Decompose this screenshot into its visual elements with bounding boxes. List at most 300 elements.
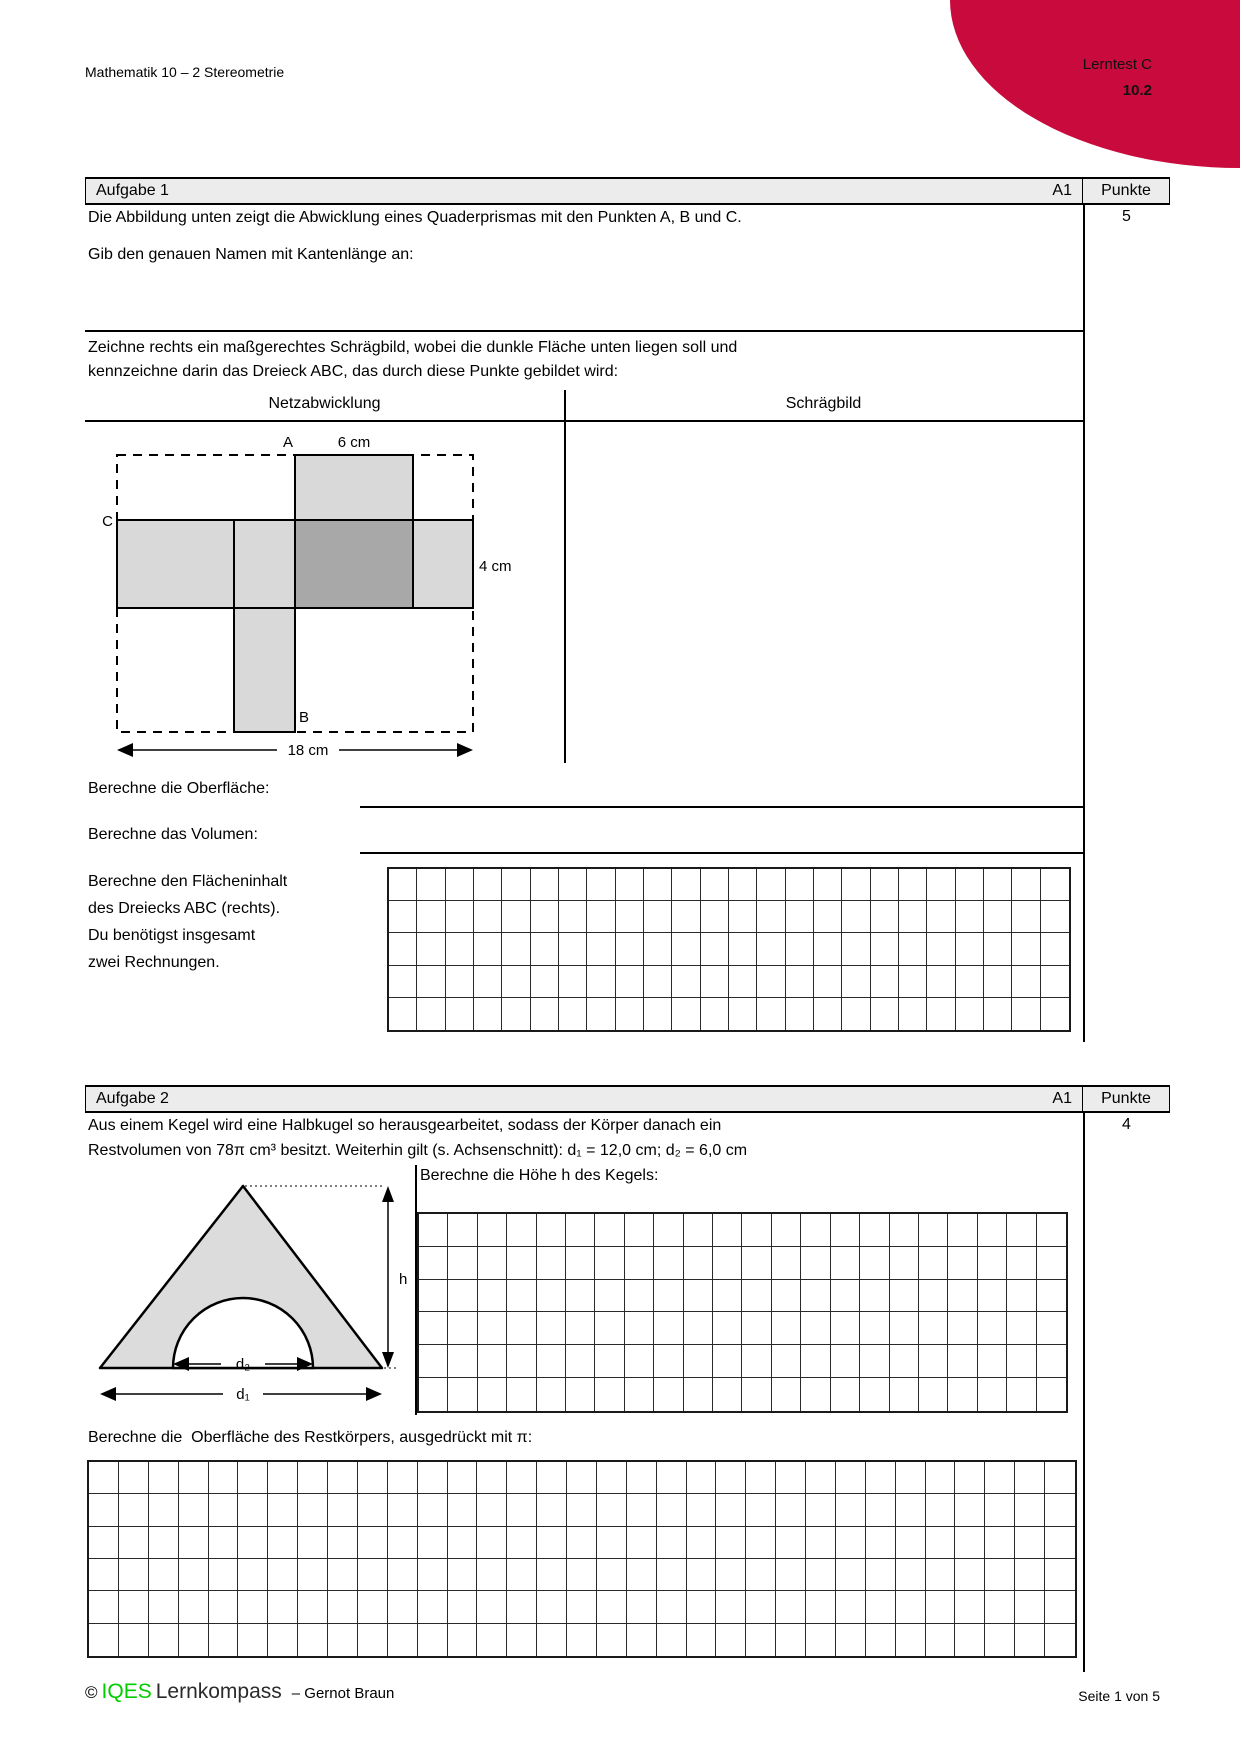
grid-cell xyxy=(478,1345,507,1378)
course-title: Mathematik 10 – 2 Stereometrie xyxy=(85,64,285,80)
grid-cell xyxy=(927,998,955,1030)
grid-cell xyxy=(119,1462,149,1494)
grid-cell xyxy=(597,1462,627,1494)
grid-cell xyxy=(831,1378,860,1411)
grid-cell xyxy=(448,1378,477,1411)
task1-points-label: Punkte xyxy=(1101,182,1151,199)
grid-cell xyxy=(746,1527,776,1559)
grid-cell xyxy=(328,1624,358,1656)
grid-cell xyxy=(567,1624,597,1656)
grid-cell xyxy=(268,1494,298,1526)
grid-cell xyxy=(448,1312,477,1345)
grid-cell xyxy=(776,1591,806,1623)
grid-cell xyxy=(388,1462,418,1494)
grid-cell xyxy=(860,1378,889,1411)
grid-cell xyxy=(388,1624,418,1656)
grid-cell xyxy=(119,1527,149,1559)
grid-cell xyxy=(537,1494,567,1526)
grid-cell xyxy=(985,1559,1015,1591)
badge-class-label: 10.2 xyxy=(1122,82,1152,99)
grid-cell xyxy=(871,966,899,998)
grid-cell xyxy=(644,901,672,933)
grid-cell xyxy=(978,1345,1007,1378)
grid-cell xyxy=(419,1214,448,1247)
grid-cell xyxy=(948,1312,977,1345)
grid-cell xyxy=(448,1280,477,1313)
grid-cell xyxy=(729,966,757,998)
grid-cell xyxy=(446,901,474,933)
task1-title: Aufgabe 1 xyxy=(96,182,169,199)
task1-draw-line2: kennzeichne darin das Dreieck ABC, das durch diese Punkte gebildet wird: xyxy=(88,363,619,380)
grid-cell xyxy=(684,1280,713,1313)
grid-cell xyxy=(831,1345,860,1378)
grid-cell xyxy=(417,933,445,965)
grid-cell xyxy=(625,1214,654,1247)
grid-cell xyxy=(1015,1494,1045,1526)
brand-lernkompass: Lernkompass xyxy=(155,1680,282,1703)
grid-cell xyxy=(567,1462,597,1494)
grid-cell xyxy=(919,1345,948,1378)
grid-cell xyxy=(268,1527,298,1559)
grid-cell xyxy=(701,998,729,1030)
task2-intro-line1: Aus einem Kegel wird eine Halbkugel so herausgearbeitet, sodass der Körper danach ein xyxy=(88,1117,722,1134)
grid-cell xyxy=(701,901,729,933)
task2-header-main-cell xyxy=(85,1087,1083,1111)
grid-cell xyxy=(567,1559,597,1591)
grid-cell xyxy=(446,869,474,901)
grid-cell xyxy=(684,1214,713,1247)
grid-cell xyxy=(890,1345,919,1378)
grid-cell xyxy=(842,966,870,998)
grid-cell xyxy=(298,1559,328,1591)
grid-cell xyxy=(627,1591,657,1623)
grid-cell xyxy=(654,1214,683,1247)
grid-cell xyxy=(948,1378,977,1411)
grid-cell xyxy=(1012,933,1040,965)
grid-cell xyxy=(448,1247,477,1280)
net-dark-face xyxy=(295,520,413,608)
grid-cell xyxy=(566,1280,595,1313)
grid-cell xyxy=(831,1280,860,1313)
task1-intro-line1: Die Abbildung unten zeigt die Abwicklung eines Quaderprismas mit den Punkten A, B und C. xyxy=(88,209,742,226)
net-top-face xyxy=(295,455,413,520)
grid-cell xyxy=(926,1494,956,1526)
grid-cell xyxy=(389,966,417,998)
grid-cell xyxy=(896,1624,926,1656)
grid-cell xyxy=(418,1527,448,1559)
task1-header-row xyxy=(85,177,1170,205)
grid-cell xyxy=(1007,1247,1036,1280)
grid-cell xyxy=(268,1462,298,1494)
grid-cell xyxy=(616,933,644,965)
grid-cell xyxy=(567,1591,597,1623)
grid-cell xyxy=(955,1624,985,1656)
grid-cell xyxy=(1012,966,1040,998)
grid-cell xyxy=(956,933,984,965)
grid-cell xyxy=(238,1494,268,1526)
task1-surface-prompt: Berechne die Oberfläche: xyxy=(88,780,270,797)
grid-cell xyxy=(388,1494,418,1526)
grid-cell xyxy=(238,1559,268,1591)
cone-figure xyxy=(85,1172,420,1407)
grid-cell xyxy=(1041,869,1069,901)
grid-cell xyxy=(507,1559,537,1591)
grid-cell xyxy=(418,1494,448,1526)
grid-cell xyxy=(268,1624,298,1656)
grid-cell xyxy=(842,901,870,933)
grid-cell xyxy=(716,1624,746,1656)
grid-cell xyxy=(358,1559,388,1591)
grid-cell xyxy=(772,1280,801,1313)
grid-cell xyxy=(149,1624,179,1656)
task1-code: A1 xyxy=(1052,182,1072,199)
grid-cell xyxy=(836,1559,866,1591)
grid-cell xyxy=(919,1214,948,1247)
grid-cell xyxy=(89,1559,119,1591)
grid-cell xyxy=(716,1462,746,1494)
grid-cell xyxy=(654,1345,683,1378)
grid-cell xyxy=(474,869,502,901)
grid-cell xyxy=(978,1214,1007,1247)
grid-cell xyxy=(474,933,502,965)
net-point-c-label: C xyxy=(102,513,113,530)
grid-cell xyxy=(417,869,445,901)
grid-cell xyxy=(1015,1527,1045,1559)
grid-cell xyxy=(179,1624,209,1656)
grid-cell xyxy=(474,998,502,1030)
grid-cell xyxy=(985,1527,1015,1559)
grid-cell xyxy=(328,1462,358,1494)
badge-test-label: Lerntest C xyxy=(1082,56,1152,73)
grid-cell xyxy=(871,998,899,1030)
grid-cell xyxy=(448,1624,478,1656)
grid-cell xyxy=(806,1624,836,1656)
d1-arrow-left xyxy=(100,1387,116,1401)
grid-cell xyxy=(644,998,672,1030)
grid-cell xyxy=(179,1527,209,1559)
grid-cell xyxy=(866,1462,896,1494)
grid-cell xyxy=(1012,901,1040,933)
grid-cell xyxy=(644,933,672,965)
grid-cell xyxy=(772,1214,801,1247)
grid-cell xyxy=(502,901,530,933)
grid-cell xyxy=(687,1462,717,1494)
grid-cell xyxy=(417,998,445,1030)
grid-cell xyxy=(627,1559,657,1591)
grid-cell xyxy=(477,1591,507,1623)
grid-cell xyxy=(209,1527,239,1559)
grid-cell xyxy=(1037,1280,1066,1313)
grid-cell xyxy=(595,1378,624,1411)
grid-cell xyxy=(478,1280,507,1313)
grid-cell xyxy=(625,1378,654,1411)
grid-cell xyxy=(446,933,474,965)
grid-cell xyxy=(657,1462,687,1494)
grid-cell xyxy=(502,933,530,965)
grid-cell xyxy=(684,1247,713,1280)
net-dim-18cm-label: 18 cm xyxy=(287,742,329,759)
task2-points-label: Punkte xyxy=(1101,1090,1151,1107)
grid-cell xyxy=(119,1591,149,1623)
grid-cell xyxy=(419,1247,448,1280)
grid-cell xyxy=(729,869,757,901)
grid-cell xyxy=(729,901,757,933)
grid-cell xyxy=(627,1527,657,1559)
grid-cell xyxy=(746,1559,776,1591)
grid-cell xyxy=(537,1527,567,1559)
task1-header-main-cell xyxy=(85,179,1083,203)
grid-cell xyxy=(358,1462,388,1494)
grid-cell xyxy=(860,1247,889,1280)
grid-cell xyxy=(814,998,842,1030)
grid-cell xyxy=(654,1280,683,1313)
grid-cell xyxy=(776,1527,806,1559)
net-dim-arrow-left xyxy=(117,743,133,757)
grid-cell xyxy=(927,901,955,933)
grid-cell xyxy=(742,1280,771,1313)
grid-cell xyxy=(742,1345,771,1378)
grid-cell xyxy=(866,1559,896,1591)
grid-cell xyxy=(984,933,1012,965)
grid-cell xyxy=(587,901,615,933)
grid-cell xyxy=(358,1591,388,1623)
grid-cell xyxy=(119,1624,149,1656)
grid-cell xyxy=(831,1312,860,1345)
grid-cell xyxy=(899,998,927,1030)
task2-code: A1 xyxy=(1052,1090,1072,1107)
net-point-b-label: B xyxy=(299,709,310,726)
grid-cell xyxy=(1037,1247,1066,1280)
grid-cell xyxy=(389,901,417,933)
grid-cell xyxy=(890,1214,919,1247)
grid-cell xyxy=(801,1214,830,1247)
grid-cell xyxy=(358,1494,388,1526)
grid-cell xyxy=(801,1247,830,1280)
grid-cell xyxy=(948,1280,977,1313)
corner-badge xyxy=(950,0,1240,168)
grid-cell xyxy=(417,966,445,998)
grid-cell xyxy=(1007,1280,1036,1313)
grid-cell xyxy=(927,966,955,998)
grid-cell xyxy=(984,966,1012,998)
grid-cell xyxy=(657,1559,687,1591)
grid-cell xyxy=(814,869,842,901)
grid-cell xyxy=(985,1462,1015,1494)
grid-cell xyxy=(926,1527,956,1559)
grid-cell xyxy=(507,1280,536,1313)
grid-cell xyxy=(890,1312,919,1345)
grid-cell xyxy=(866,1591,896,1623)
d2-label: d₂ xyxy=(235,1356,251,1373)
grid-cell xyxy=(238,1462,268,1494)
task2-intro-line2: Restvolumen von 78π cm³ besitzt. Weiterhin gilt (s. Achsenschnitt): d₁ = 12,0 cm; d₂ = 6,0 cm xyxy=(88,1142,748,1159)
grid-cell xyxy=(625,1280,654,1313)
grid-cell xyxy=(477,1494,507,1526)
grid-cell xyxy=(672,998,700,1030)
grid-cell xyxy=(919,1247,948,1280)
grid-cell xyxy=(298,1527,328,1559)
grid-cell xyxy=(896,1462,926,1494)
grid-cell xyxy=(502,869,530,901)
grid-cell xyxy=(358,1527,388,1559)
grid-cell xyxy=(1037,1312,1066,1345)
grid-cell xyxy=(268,1559,298,1591)
grid-cell xyxy=(358,1624,388,1656)
grid-cell xyxy=(786,869,814,901)
grid-cell xyxy=(729,998,757,1030)
grid-cell xyxy=(567,1527,597,1559)
grid-cell xyxy=(860,1280,889,1313)
grid-cell xyxy=(419,1280,448,1313)
task2-height-prompt: Berechne die Höhe h des Kegels: xyxy=(420,1167,659,1184)
grid-cell xyxy=(507,1378,536,1411)
grid-cell xyxy=(268,1591,298,1623)
task1-draw-line1: Zeichne rechts ein maßgerechtes Schrägbild, wobei die dunkle Fläche unten liegen soll und xyxy=(88,339,738,356)
grid-cell xyxy=(566,1312,595,1345)
grid-cell xyxy=(786,998,814,1030)
grid-cell xyxy=(657,1591,687,1623)
grid-cell xyxy=(713,1247,742,1280)
grid-cell xyxy=(956,869,984,901)
grid-cell xyxy=(806,1527,836,1559)
grid-cell xyxy=(654,1312,683,1345)
grid-cell xyxy=(836,1462,866,1494)
grid-cell xyxy=(672,901,700,933)
task1-triangle-prompt-line4: zwei Rechnungen. xyxy=(88,954,220,971)
net-dim-6cm-label: 6 cm xyxy=(337,434,371,451)
task2-points-header-cell xyxy=(1083,1087,1170,1111)
grid-cell xyxy=(507,1527,537,1559)
grid-cell xyxy=(687,1494,717,1526)
grid-cell xyxy=(687,1527,717,1559)
grid-cell xyxy=(448,1345,477,1378)
grid-cell xyxy=(955,1527,985,1559)
grid-cell xyxy=(507,1624,537,1656)
net-point-a-label: A xyxy=(282,434,293,451)
grid-cell xyxy=(587,869,615,901)
grid-cell xyxy=(419,1378,448,1411)
grid-cell xyxy=(209,1591,239,1623)
grid-cell xyxy=(298,1462,328,1494)
grid-cell xyxy=(806,1559,836,1591)
grid-cell xyxy=(687,1559,717,1591)
grid-cell xyxy=(776,1494,806,1526)
grid-cell xyxy=(531,998,559,1030)
column-header-net: Netzabwicklung xyxy=(268,395,381,412)
grid-cell xyxy=(625,1312,654,1345)
grid-cell xyxy=(1012,869,1040,901)
grid-cell xyxy=(507,1312,536,1345)
grid-cell xyxy=(836,1591,866,1623)
grid-cell xyxy=(448,1591,478,1623)
grid-cell xyxy=(919,1280,948,1313)
footer-author: – Gernot Braun xyxy=(291,1685,395,1702)
grid-cell xyxy=(597,1591,627,1623)
grid-cell xyxy=(448,1462,478,1494)
task2-title: Aufgabe 2 xyxy=(96,1090,169,1107)
net-bottom-face xyxy=(234,608,295,732)
grid-cell xyxy=(477,1527,507,1559)
grid-cell xyxy=(890,1247,919,1280)
grid-cell xyxy=(919,1378,948,1411)
grid-cell xyxy=(701,933,729,965)
grid-cell xyxy=(978,1378,1007,1411)
grid-cell xyxy=(238,1527,268,1559)
grid-cell xyxy=(89,1494,119,1526)
grid-cell xyxy=(1015,1462,1045,1494)
grid-cell xyxy=(477,1624,507,1656)
grid-cell xyxy=(985,1591,1015,1623)
grid-cell xyxy=(984,998,1012,1030)
grid-cell xyxy=(566,1345,595,1378)
grid-cell xyxy=(537,1559,567,1591)
grid-cell xyxy=(716,1591,746,1623)
grid-cell xyxy=(328,1527,358,1559)
d1-arrow-right xyxy=(366,1387,382,1401)
grid-cell xyxy=(418,1559,448,1591)
grid-cell xyxy=(701,966,729,998)
task1-points-column-divider xyxy=(1083,205,1085,1042)
grid-cell xyxy=(478,1378,507,1411)
task2-surface-answer-grid xyxy=(87,1460,1077,1658)
grid-cell xyxy=(537,1280,566,1313)
grid-cell xyxy=(389,998,417,1030)
footer xyxy=(85,1680,394,1704)
grid-cell xyxy=(616,966,644,998)
grid-cell xyxy=(597,1559,627,1591)
grid-cell xyxy=(919,1312,948,1345)
grid-cell xyxy=(587,966,615,998)
grid-cell xyxy=(627,1462,657,1494)
grid-cell xyxy=(419,1345,448,1378)
grid-cell xyxy=(149,1462,179,1494)
grid-cell xyxy=(978,1312,1007,1345)
grid-cell xyxy=(446,966,474,998)
grid-cell xyxy=(567,1494,597,1526)
grid-cell xyxy=(1015,1559,1045,1591)
task2-surface-prompt: Berechne die Oberfläche des Restkörpers, ausgedrückt mit π: xyxy=(88,1429,533,1446)
grid-cell xyxy=(896,1494,926,1526)
grid-cell xyxy=(625,1247,654,1280)
grid-cell xyxy=(537,1345,566,1378)
grid-cell xyxy=(801,1312,830,1345)
grid-cell xyxy=(1041,966,1069,998)
grid-cell xyxy=(1041,998,1069,1030)
grid-cell xyxy=(757,901,785,933)
grid-cell xyxy=(531,869,559,901)
grid-cell xyxy=(772,1345,801,1378)
task1-intro-line2: Gib den genauen Namen mit Kantenlänge an: xyxy=(88,246,414,263)
grid-cell xyxy=(149,1494,179,1526)
grid-cell xyxy=(860,1345,889,1378)
grid-cell xyxy=(806,1462,836,1494)
grid-cell xyxy=(890,1378,919,1411)
grid-cell xyxy=(298,1494,328,1526)
task1-surface-answer-line xyxy=(360,806,1083,808)
grid-cell xyxy=(616,869,644,901)
grid-cell xyxy=(616,901,644,933)
grid-cell xyxy=(419,1312,448,1345)
grid-cell xyxy=(209,1462,239,1494)
grid-cell xyxy=(559,998,587,1030)
grid-cell xyxy=(742,1247,771,1280)
grid-cell xyxy=(684,1345,713,1378)
grid-cell xyxy=(1007,1214,1036,1247)
grid-cell xyxy=(801,1378,830,1411)
grid-cell xyxy=(842,933,870,965)
grid-cell xyxy=(927,933,955,965)
grid-cell xyxy=(860,1312,889,1345)
